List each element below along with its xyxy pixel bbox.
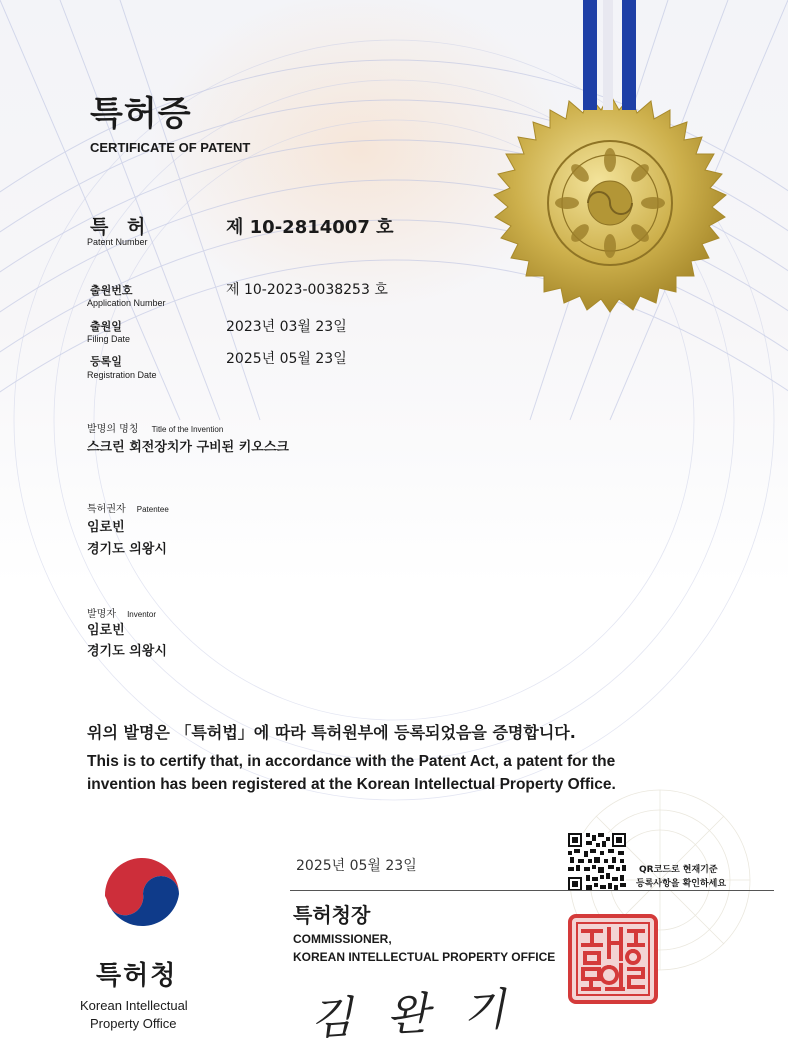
signature-divider <box>290 890 774 891</box>
certification-en-line1: This is to certify that, in accordance with the Patent Act, a patent for the <box>87 753 616 770</box>
document-title-en: CERTIFICATE OF PATENT <box>90 140 251 155</box>
application-number-label-en: Application Number <box>87 298 166 308</box>
filing-date-label-en: Filing Date <box>87 334 131 344</box>
inventor-label-ko: 발명자 <box>87 609 116 620</box>
invention-label-ko: 발명의 명칭 <box>87 424 139 435</box>
certification-en-line2: invention has been registered at the Korean Intellectual Property Office. <box>87 776 616 793</box>
qr-note-line1: QR코드로 현재기준 <box>639 865 718 875</box>
registration-date-value: 2025년 05월 23일 <box>226 351 347 367</box>
application-number-value: 제 10-2023-0038253 호 <box>226 282 388 298</box>
application-number-label: 출원번호 <box>90 284 133 297</box>
commissioner-title-en-line1: COMMISSIONER, <box>293 932 392 946</box>
patent-number-label: 특 허 <box>90 216 152 238</box>
document-title: 특허증 <box>90 94 192 134</box>
patentee-label <box>87 497 169 516</box>
ribbon-left <box>583 0 597 110</box>
registration-date-label: 등록일 <box>90 355 122 368</box>
invention-label <box>87 417 223 436</box>
ribbon-center <box>603 0 613 110</box>
commissioner-title-en-line2: KOREAN INTELLECTUAL PROPERTY OFFICE <box>293 950 556 964</box>
office-name-en-line1: Korean Intellectual <box>80 998 188 1013</box>
commissioner-signature: 김 완 기 <box>309 983 517 1046</box>
patentee-label-ko: 특허권자 <box>87 504 126 515</box>
issue-date: 2025년 05월 23일 <box>296 858 417 874</box>
filing-date-value: 2023년 03월 23일 <box>226 319 347 335</box>
filing-date-label: 출원일 <box>90 320 122 333</box>
patent-number-value: 제 10-2814007 호 <box>226 217 394 238</box>
ribbon-right <box>622 0 636 110</box>
official-stamp-icon <box>567 913 659 1005</box>
certification-ko: 위의 발명은 「특허법」에 따라 특허원부에 등록되었음을 증명합니다. <box>87 723 576 742</box>
invention-title: 스크린 회전장치가 구비된 키오스크 <box>87 440 289 455</box>
kipo-logo-icon <box>97 850 187 940</box>
qr-note-line2: 등록사항을 확인하세요 <box>636 879 727 889</box>
registration-date-label-en: Registration Date <box>87 370 157 380</box>
inventor-label-en: Inventor <box>127 610 156 619</box>
commissioner-title-ko: 특허청장 <box>293 903 371 927</box>
office-name-en-line2: Property Office <box>90 1016 177 1031</box>
patentee-address: 경기도 의왕시 <box>87 542 167 557</box>
patent-number-label-en: Patent Number <box>87 237 148 247</box>
office-name-ko: 특허청 <box>96 961 178 991</box>
inventor-address: 경기도 의왕시 <box>87 644 167 659</box>
inventor-name: 임로빈 <box>87 623 125 638</box>
invention-label-en: Title of the Invention <box>151 425 224 434</box>
patentee-name: 임로빈 <box>87 520 125 535</box>
qr-code[interactable] <box>568 833 626 891</box>
patentee-label-en: Patentee <box>136 505 169 514</box>
